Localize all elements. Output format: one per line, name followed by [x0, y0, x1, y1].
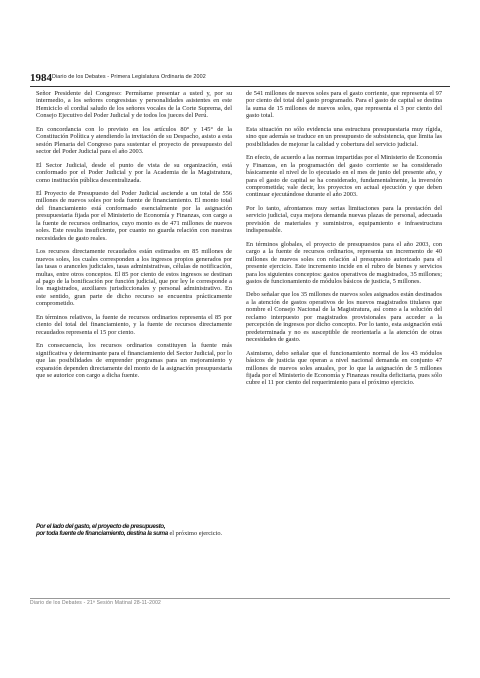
spanning-line-2	[36, 530, 456, 537]
paragraph: Por lo tanto, afrontamos muy serias limitaciones para la prestación del servicio judicial, cuya mejora demanda nuevas plazas de personal, adecuada previsión de materiales y suministros, equipamiento e infraestructura indispensable.	[246, 204, 442, 235]
paragraph: El Proyecto de Presupuesto del Poder Judicial asciende a un total de 556 millones de nuevos soles por toda fuente de financiamiento. El monto total del financiamiento está conformado esencialmente por la asignación presupuestaria fijada por el Ministerio de Economía y Finanzas, con cargo a la fuente de recursos ordinarios, cuyo monto es de 471 millones de nuevos soles. Este resulta insuficiente, por cuanto no guarda relación con nuestras necesidades de gasto reales.	[36, 189, 232, 242]
paragraph: Los recursos directamente recaudados están estimados en 85 millones de nuevos soles, los cuales corresponden a los ingresos propios generados por las tasas o aranceles judiciales, tasas administrativas, células de notificación, multas, entre otros conceptos. El 85 por ciento de estos ingresos se destinan al pago de la bonificación por función judicial, que por ley le corresponde a los magistrados, auxiliares jurisdiccionales y personal administrativo. En este sentido, gran parte de dicho recurso se encuentra prácticamente comprometido.	[36, 248, 232, 308]
bold-text: Por el lado del gasto, el proyecto de presupuesto,	[36, 523, 166, 530]
page-footer: Diario de los Debates - 21ª Sesión Matinal 28-11-2002	[30, 600, 162, 606]
left-column	[36, 90, 232, 385]
paragraph: En concordancia con lo previsto en los artículos 80° y 145° de la Constitución Política y atendiendo la invitación de su Despacho, asisto a esta sesión Plenaria del Congreso para sustentar el proyecto de presupuesto del sector del Poder Judicial para el año 2003.	[36, 125, 232, 156]
paragraph: de 541 millones de nuevos soles para el gasto corriente, que representa el 97 por ciento del total del gasto programado. Para el gasto de capital se destina la suma de 15 millones de nuevos soles, que representa el 3 por ciento del gasto total.	[246, 90, 442, 120]
paragraph: En términos relativos, la fuente de recursos ordinarios representa el 85 por ciento del total del financiamiento, y la fuente de recursos directamente recaudados representa el 15 por ciento.	[36, 313, 232, 336]
tail-text: el próximo ejercicio.	[169, 530, 223, 538]
paragraph: Debo señalar que los 35 millones de nuevos soles asignados están destinados a la atención de gastos operativos de los nuevos magistrados titulares que nombre el Consejo Nacional de la Magistratura, así como a la solución del reclamo interpuesto por magistrados provisionales para acceder a la percepción de ingresos por dicho concepto. Por lo tanto, esta asignación está predeterminada y no es susceptible de reorientarla a la atención de otras necesidades de gasto.	[246, 291, 442, 344]
page-number: 1984	[30, 72, 52, 84]
bold-text: por toda fuente de financiamiento, destina la suma	[36, 530, 168, 538]
paragraph: En términos globales, el proyecto de presupuestos para el año 2003, con cargo a la fuente de recursos ordinarios, representa un incremento de 40 millones de nuevos soles con relación al presupuesto autorizado para el presente ejercicio. Este incremento incide en el rubro de bienes y servicios para los siguientes conceptos: gastos operativos de magistrados, 35 millones; gastos de funcionamiento de módulos básicos de justicia, 5 millones.	[246, 240, 442, 285]
paragraph: En efecto, de acuerdo a las normas impartidas por el Ministerio de Economía y Finanzas, en la programación del gasto corriente se ha considerado básicamente el nivel de lo ejecutado en el mes de junio del presente año, y para el gasto de capital se ha considerado, fundamentalmente, la inversión comprometida; vale decir, los proyectos en actual ejecución y que deben continuar ejecutándose durante el año 2003.	[246, 154, 442, 199]
footer-rule	[30, 598, 450, 599]
page-header	[30, 73, 450, 85]
paragraph: Esta situación no sólo evidencia una estructura presupuestaria muy rígida, sino que además se traduce en un presupuesto de subsistencia, que limita las posibilidades de mejorar la calidad y cobertura del servicio judicial.	[246, 125, 442, 148]
right-column	[246, 90, 442, 393]
paragraph: En consecuencia, los recursos ordinarios constituyen la fuente más significativa y determinante para el financiamiento del Sector Judicial, por lo que las posibilidades de emprender programas para un mejoramiento y expansión dependen directamente del monto de la asignación presupuestaria que se autorice con cargo a dicha fuente.	[36, 342, 232, 379]
paragraph: Señor Presidente del Congreso: Permítame presentar a usted y, por su intermedio, a los señores congresistas y personalidades asistentes en este Hemiciclo el cordial saludo de los señores vocales de la Corte Suprema, del Consejo Ejecutivo del Poder Judicial y de todos los jueces del Perú.	[36, 90, 232, 120]
paragraph: Asimismo, debo señalar que el funcionamiento normal de los 43 módulos básicos de justicia que operan a nivel nacional demanda en conjunto 47 millones de nuevos soles anuales, por lo que la asignación de 5 millones fijada por el Ministerio de Economía y Finanzas resulta deficitaria, pues sólo cubre el 11 por ciento del requerimiento para el próximo ejercicio.	[246, 349, 442, 387]
header-rule	[30, 86, 450, 87]
running-head: Diario de los Debates - Primera Legislatura Ordinaria de 2002	[52, 74, 206, 80]
spanning-paragraph	[36, 523, 456, 538]
spanning-line-1	[36, 523, 456, 530]
paragraph: El Sector Judicial, desde el punto de vista de su organización, está conformado por el Poder Judicial y por la Academia de la Magistratura, como institución pública descentralizada.	[36, 161, 232, 184]
